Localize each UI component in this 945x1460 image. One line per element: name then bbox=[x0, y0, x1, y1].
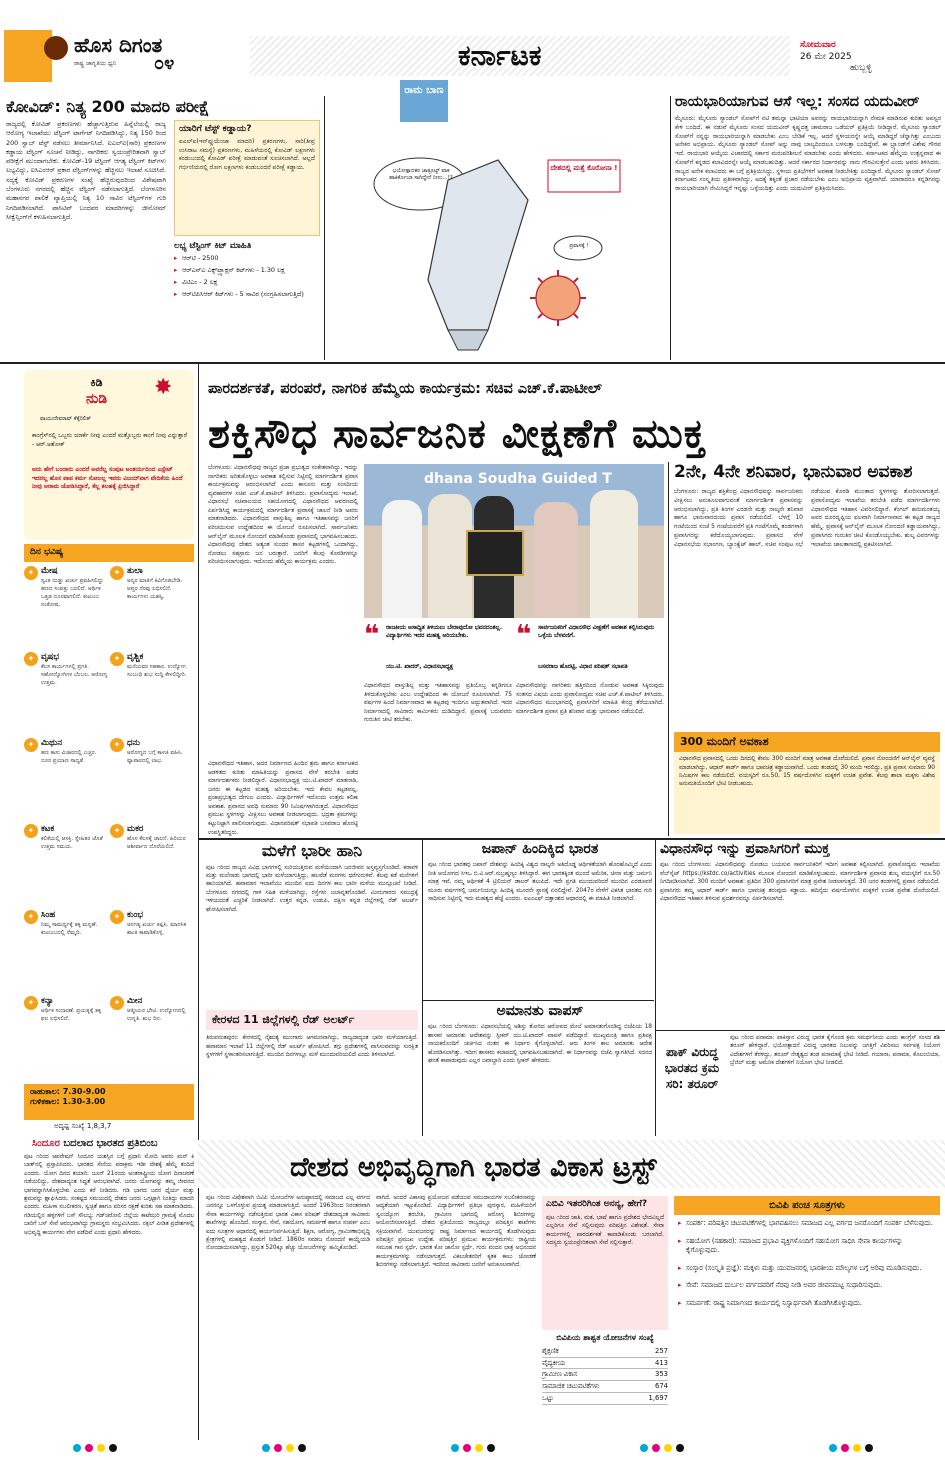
covid-headline: ಕೋವಿಡ್: ನಿತ್ಯ 200 ಮಾದರಿ ಪರೀಕ್ಷೆ bbox=[6, 97, 210, 116]
tourists-article bbox=[660, 842, 940, 1026]
bhavishya-title: ದಿನ ಭವಿಷ್ಯ bbox=[24, 544, 194, 562]
cartoon-label-text: ರಾಮ ಬಾಣ bbox=[404, 85, 444, 96]
horoscope-sign bbox=[24, 910, 108, 937]
horoscope-sign bbox=[110, 996, 194, 1023]
sign-name: ಮಿಥುನ bbox=[41, 738, 63, 748]
horoscope-sign bbox=[110, 566, 194, 601]
yaduveer-article bbox=[675, 94, 941, 360]
logo-tagline: ರಾಷ್ಟ್ರ ಜಾಗೃತಿಯ ಧ್ವನಿ bbox=[74, 60, 117, 67]
stat-label: ಗ್ರಾಮೀಣ ವಿಕಾಸ bbox=[542, 1370, 578, 1379]
list-item: ▸ ಸಹಯೋಗ (ಸಹಕಾರ): ಸಮಾಜದ ಪ್ರಭಾವಿ ವ್ಯಕ್ತಿಗಳೊಂದಿಗೆ ಸಹಯೋಗ ಸಾಧಿಸಿ ಸೇವಾ ಕಾರ್ಯಗಳನ್ನು ಕೈಗೊಳ್ಳುವುದು. bbox=[678, 1237, 936, 1256]
zodiac-icon: ✦ bbox=[110, 824, 124, 838]
sign-name: ತುಲಾ bbox=[127, 566, 143, 576]
covid-whom-title: ಯಾರಿಗೆ ಟೆಸ್ಟ್ ಕಡ್ಡಾಯ? bbox=[179, 124, 252, 134]
trust-why-title: ಎಬಿವಿ ಇತರರಿಗಿಂತ ಅನನ್ಯ, ಹೇಗೆ? bbox=[546, 1199, 648, 1209]
sign-text: ಕೆಲಸ ಕಾರ್ಯಗಳಲ್ಲಿ ಪ್ರಗತಿ. ಸಹೋದ್ಯೋಗಿಗಳ ಬೆಂಬಲ. ಆರೋಗ್ಯ ಉತ್ತಮ. bbox=[41, 664, 108, 687]
sign-text: ಹಣ ಕಾಸು ವಿಚಾರದಲ್ಲಿ ಎಚ್ಚರ. ದೂರ ಪ್ರಯಾಣ ಸಾಧ್ಯತೆ. bbox=[41, 750, 97, 765]
sign-text: ಕಲಿಕೆಯಲ್ಲಿ ಆಸಕ್ತಿ. ಸ್ನೇಹಿತರ ಜೊತೆ ಉತ್ತಮ ಸಮಯ. bbox=[41, 836, 103, 851]
photo-person bbox=[590, 490, 638, 618]
horoscope-sign bbox=[110, 824, 194, 851]
sign-name: ಸಿಂಹ bbox=[41, 910, 56, 920]
stat-value: 1,697 bbox=[648, 1394, 668, 1403]
print-registration-marks bbox=[0, 1444, 945, 1456]
stat-value: 413 bbox=[655, 1358, 668, 1367]
divider bbox=[422, 1000, 654, 1001]
table-row bbox=[542, 1346, 668, 1358]
pak-article bbox=[660, 1034, 940, 1138]
city: ಹುಬ್ಬಳ್ಳಿ bbox=[850, 63, 872, 74]
zodiac-icon: ✦ bbox=[110, 566, 124, 580]
covid-body: ರಾಜ್ಯದಲ್ಲಿ ಕೋವಿಡ್ ಪ್ರಕರಣಗಳು ಹೆಚ್ಚಾಗುತ್ತಿರುವ ಹಿನ್ನೆಲೆಯಲ್ಲಿ ರಾಜ್ಯ ಆರೋಗ್ಯ ಇಲಾಖೆಯು ಟೆಸ್ಟಿಂಗ್ ಟಾರ್ಗೆಟ್ ನಿಗದಿಪಡಿಸಿದ್ದು, ನಿತ್ಯ 150 ರಿಂದ 200 ಸ್ವಾಬ್ ಟೆಸ್ಟ್ ನಡೆಸಲು ತೀರ್ಮಾನಿಸಿದೆ. ಐಎಲ್‌ಐ(ಸಾರಿ) ಪ್ರಕರಣಗಳ ಕಡ್ಡಾಯ ಟೆಸ್ಟಿಂಗ್ ಸೂಚನೆ ನೀಡಿದ್ದು, ನಾಗರಿಕರು ಸ್ವಯಂಪ್ರೇರಿತವಾಗಿ ಸ್ವಾಬ್ ಪರೀಕ್ಷೆಗೆ ಮುಂದಾಗಬೇಕು. ಕೋವಿಡ್-19 ಟೆಸ್ಟಿಂಗ್ ಆಗತ್ಯ ಟೆಸ್ಟಿಂಗ್ ಕಿಟ್‌ಗಳು ಲಭ್ಯವಿದ್ದು, ಐಸಿಎಂಆರ್ ಪ್ರಕಾರ ಟೆಸ್ಟಿಂಗ್‌ಗಳನ್ನು ಹೆಚ್ಚಿಸಲು ಇಲಾಖೆ ಸೂಚಿಸಿದೆ. ಸದ್ಯಕ್ಕೆ ಕೋವಿಡ್ ಪ್ರಕರಣಗಳ ಸಂಖ್ಯೆ ಹೆಚ್ಚಿರುವುದರಿಂದ ವಿಶೇಷವಾಗಿ ಬೆಂಗಳೂರು ನಗರದಲ್ಲಿ ಹೆಚ್ಚಿನ ಟೆಸ್ಟಿಂಗ್ ನಡೆಸಲಾಗುತ್ತಿದೆ. ಬೆಂಗಳೂರಿನ ಮಹಾನಗರ ಪಾಲಿಕೆ ವ್ಯಾಪ್ತಿಯಲ್ಲಿ ನಿತ್ಯ 10 ಸಾವಿರ ಟೆಸ್ಟಿಂಗ್‌ಗಳ ಗುರಿ ನಿಗದಿಪಡಿಸಲಾಗಿದೆ. ಪಾಸಿಟಿವ್ ಬಂದವರ ಮಾದರಿಗಳನ್ನು ಜೀನೋಮ್ ಸೀಕ್ವೆನ್ಸಿಂಗ್‌ಗೆ ಕಳುಹಿಸಲಾಗುತ್ತಿದೆ. bbox=[6, 120, 166, 221]
cartoon-bubble-text: ಭಯೋತ್ಪಾದಕರ ಜಾತ್ರೂಟ್ಟ್ ವಾಕ ಹಾಕಿರ್ಕೊಂಡ ಸಾಗಿದ್ದೇನೆ ನೀನು...!? bbox=[389, 168, 453, 182]
zodiac-icon: ✦ bbox=[110, 652, 124, 666]
sutras-list bbox=[674, 1215, 940, 1320]
pak-headline: ಪಾಕ್ ವಿರುದ್ಧ ಭಾರತದ ಕ್ರಮ ಸರಿ: ತರೂರ್ bbox=[664, 1045, 720, 1092]
lead-photo bbox=[364, 464, 664, 618]
sign-name: ಕುಂಭ bbox=[127, 910, 144, 920]
sign-text: ಅನಗತ್ಯ ಖರ್ಚು ತಪ್ಪಿಸಿ. ಮಾನಸಿಕ ಶಾಂತಿ ಕಾಪಾಡಿಕೊಳ್ಳಿ. bbox=[127, 922, 187, 937]
sign-text: ಆತ್ಮೀಯರ ಭೇಟಿ. ಉದ್ಯೋಗದಲ್ಲಿ ಉನ್ನತಿ. ಶುಭ ದಿನ. bbox=[127, 1008, 186, 1023]
covid-whom-box bbox=[174, 120, 320, 236]
logo bbox=[4, 30, 244, 82]
covid-article bbox=[4, 96, 322, 360]
list-item: ▸ ಸಂಸ್ಕಾರ (ಸಂಸ್ಕೃತಿ ಪ್ರಜ್ಞೆ): ಮಕ್ಕಳು ಮತ್ತು ಯುವಜನರಲ್ಲಿ ಭಾರತೀಯ ಮೌಲ್ಯಗಳ ಬಗ್ಗೆ ಅರಿವು ಮೂಡಿಸುವುದು. bbox=[678, 1264, 936, 1274]
zodiac-icon: ✦ bbox=[24, 738, 38, 752]
trust-sutras bbox=[674, 1196, 940, 1438]
opportunity-headline: 300 ಮಂದಿಗೆ ಅವಕಾಶ bbox=[674, 732, 940, 752]
sindoor-red: ಸಿಂದೂರ bbox=[32, 1138, 60, 1149]
quote-mark-icon: ❝ bbox=[364, 620, 380, 650]
cartoon-bubble-text: ಪ್ರವಾಸಕ್ಕೆ ! bbox=[569, 243, 589, 249]
trust-col-2: ವಾಗಿದೆ. ಅಂದರೆ ವಿಕಾಸವು ಪ್ರಯೋಜನ ಪಡೆಯುವ ಸಮುದಾಯಗಳ ಸಬಲೀಕರಣವನ್ನು ಆದ್ಯತೆಯಾಗಿ ಇಟ್ಟುಕೊಂಡಿದೆ. ವಿದ್ಯಾರ್ಥಿಗಳಿಗೆ ಪ್ರತಿಭಾ ಪುರಸ್ಕಾರ, ಮಹಿಳೆಯರಿಗೆ ಸ್ವಉದ್ಯೋಗ ತರಬೇತಿ, ಗ್ರಾಮೀಣ ಭಾಗದಲ್ಲಿ ಆರೋಗ್ಯ ಶಿಬಿರಗಳನ್ನು ಆಯೋಜಿಸಲಾಗುತ್ತಿದೆ. ದೇಶದ ಪ್ರತಿಯೊಂದು ರಾಜ್ಯದಲ್ಲೂ ಪರಿಷತ್ತಿನ ಶಾಖೆಗಳು ಸಕ್ರಿಯವಾಗಿವೆ. ಯುವಜನರನ್ನು ರಾಷ್ಟ್ರ ನಿರ್ಮಾಣದ ಕಾರ್ಯದಲ್ಲಿ ತೊಡಗಿಸುವುದು ಪರಿಷತ್ತಿನ ಪ್ರಮುಖ ಉದ್ದೇಶ. ಪರಿಷತ್ತಿನ ಪ್ರಮುಖ ಕಾರ್ಯಕ್ರಮಗಳು: ರಾಷ್ಟ್ರೀಯ ಸಮೂಹ ಗಾನ ಸ್ಪರ್ಧೆ, ಭಾರತ ಕೋ ಜಾನೋ ಸ್ಪರ್ಧೆ, ಗುರು ವಂದನ ಛಾತ್ರ ಅಭಿನಂದನ ಕಾರ್ಯಕ್ರಮಗಳನ್ನು ನಡೆಸಲಾಗುತ್ತದೆ. ವಿಕಲಚೇತನರಿಗೆ ಕೃತಕ ಕಾಲು ಜೋಡಣೆ ಶಿಬಿರಗಳನ್ನು ನಡೆಸಲಾಗುತ್ತಿದೆ. ಇದರಿಂದ ಸಾವಿರಾರು ಜನರಿಗೆ ಅನುಕೂಲವಾಗಿದೆ. bbox=[376, 1195, 536, 1269]
kidi-title-1: ಕಿಡಿ bbox=[90, 376, 103, 389]
stat-value: 257 bbox=[655, 1346, 668, 1355]
sign-text: ಅನ್ಯರ ಮಾತಿಗೆ ಕಿವಿಗೊಡಬೇಡಿ. ಆಪ್ತರ ನೆರವು ಲಭಿಸಲಿದೆ. ಕಾರ್ಯಗಳು ಯಶಸ್ವಿ. bbox=[127, 578, 183, 601]
trust-col-1: ಪುಟ ೧ರಿಂದ ವಿಷೇಶವಾಗಿ ಬಿವಿಪಿ ಯೋಜನೆಗಳ ಅನುಷ್ಠಾನದಲ್ಲಿ ಸಮಾಜದ ಎಲ್ಲ ವರ್ಗದ ಜನರನ್ನೂ ಒಳಗೊಳ್ಳುವ ಪ್ರಯತ್ನ ಮಾಡಲಾಗುತ್ತಿದೆ. ಅಂದರೆ 1963ರಿಂದ ನಿರಂತರವಾಗಿ ಸೇವಾ ಕಾರ್ಯಗಳನ್ನು ನಡೆಸುತ್ತಿರುವ ಭಾರತ ವಿಕಾಸ ಪರಿಷತ್ ದೇಶದಾದ್ಯಂತ ಸಾವಿರಾರು ಶಾಖೆಗಳನ್ನು ಹೊಂದಿದೆ. ಸಂಸ್ಕಾರ, ಸೇವೆ, ಸಹಯೋಗ, ಸಮರ್ಪಣೆ ಹಾಗೂ ಸಂಪರ್ಕ ಎಂಬ ಐದು ಸೂತ್ರಗಳ ಆಧಾರದಲ್ಲಿ ಕಾರ್ಯನಿರ್ವಹಿಸುತ್ತಿದೆ. ಶಿಕ್ಷಣ, ಆರೋಗ್ಯ, ಗ್ರಾಮೀಣಾಭಿವೃದ್ಧಿ ಕ್ಷೇತ್ರಗಳಲ್ಲಿ ಮಹತ್ವದ ಕೊಡುಗೆ ನೀಡಿದೆ. 1860ರ ಸಮಾಜ ನೋಂದಣಿ ಕಾಯ್ದೆಯಡಿ ನೋಂದಾಯಿಸಲಾಗಿದ್ದು, ಪ್ರಸ್ತುತ 520ಕ್ಕೂ ಹೆಚ್ಚು ಯೋಜನೆಗಳನ್ನು ಹಮ್ಮಿಕೊಂಡಿದೆ. bbox=[206, 1195, 370, 1252]
trust-sutras-title: ಬಿವಿಪಿ ಪಂಚ ಸೂತ್ರಗಳು bbox=[674, 1196, 940, 1215]
list-item: ▸ ಆರ್‌ಟಿಪಿಸಿಆರ್ ಕಿಟ್‌ಗಳು - 5 ಸಾವಿರ (ಸಂಗ್ರಹಿಸಲಾಗುತ್ತಿದೆ) bbox=[174, 290, 320, 299]
divider bbox=[198, 364, 199, 1440]
rain-body: ಪುಟ ೧ರಿಂದ ರಾಜ್ಯದ ವಿವಿಧ ಭಾಗಗಳಲ್ಲಿ ಸುರಿಯುತ್ತಿರುವ ಮಳೆಯಿಂದಾಗಿ ಜನಜೀವನ ಅಸ್ತವ್ಯಸ್ತಗೊಂಡಿದೆ. ಕರಾವಳಿ ಮತ್ತು ಮಲೆನಾಡು ಭಾಗದಲ್ಲಿ ಭಾರೀ ಮಳೆಯಾಗುತ್ತಿದ್ದು, ಹಲವೆಡೆ ಮರಗಳು ಧರೆಗುರುಳಿವೆ. ಕೆಲವು ಕಡೆ ಮನೆಗಳಿಗೆ ಹಾನಿಯಾಗಿದೆ. ಹವಾಮಾನ ಇಲಾಖೆಯು ಮುಂದಿನ ಐದು ದಿನಗಳ ಕಾಲ ಭಾರೀ ಮಳೆಯ ಮುನ್ಸೂಚನೆ ನೀಡಿದೆ. ಬೆಂಗಳೂರು ನಗರದಲ್ಲಿ ಗಾಳಿ ಸಹಿತ ಮಳೆಯಾಗಿದ್ದು, ರಸ್ತೆಗಳು ಜಲಾವೃತಗೊಂಡಿವೆ. ಮೀನುಗಾರರು ಸಮುದ್ರಕ್ಕೆ ಇಳಿಯದಂತೆ ಎಚ್ಚರಿಕೆ ನೀಡಲಾಗಿದೆ. ಉತ್ತರ ಕನ್ನಡ, ಉಡುಪಿ, ದಕ್ಷಿಣ ಕನ್ನಡ ಜಿಲ್ಲೆಗಳಲ್ಲಿ ರೆಡ್ ಅಲರ್ಟ್ ಘೋಷಿಸಲಾಗಿದೆ. bbox=[206, 864, 418, 913]
virus-icon bbox=[536, 276, 580, 320]
table-row bbox=[542, 1358, 668, 1370]
opportunity-box bbox=[674, 732, 940, 834]
date-block bbox=[800, 40, 940, 90]
list-item: ▸ ಆರ್‌ಟಿ - 2500 bbox=[174, 254, 320, 263]
spark-icon: ✸ bbox=[154, 375, 173, 400]
quote-2-by: ಬಸವರಾಜ ಹೊರಟ್ಟಿ, ವಿಧಾನ ಪರಿಷತ್ ಸಭಾಪತಿ bbox=[538, 664, 628, 670]
horoscope-sign bbox=[24, 652, 108, 687]
lead-col-4: ವಿಧಾನಸೌಧವನ್ನು ನಾಗರಿಕರು ಹತ್ತಿರದಿಂದ ನೋಡುವ ಅವಕಾಶ ಸಿಕ್ಕಿರುವುದು ಸಂತಸದ ವಿಷಯ ಎಂದು ಪ್ರವಾಸೋದ್ಯಮ ಸಚಿವ ಎಚ್.ಕೆ.ಪಾಟೀಲ್ ತಿಳಿಸಿದರು. ವಿಧಾನಸೌಧದ ಮುಂಭಾಗದಲ್ಲಿ ಪ್ರವಾಸಿಗರಿಗೆ ಮಾಹಿತಿ ಕೇಂದ್ರ ತೆರೆಯಲಾಗಿದೆ. ಮಾರ್ಗದರ್ಶಿತ ಪ್ರವಾಸ ಪ್ರತಿ ಶನಿವಾರ ಮತ್ತು ಭಾನುವಾರ ನಡೆಯಲಿದೆ. bbox=[516, 683, 664, 715]
sign-text: ಹೊಸ ಕೆಲಸಕ್ಕೆ ಚಾಲನೆ. ಹಿರಿಯರ ಆಶೀರ್ವಾದ ದೊರೆಯಲಿದೆ. bbox=[127, 836, 186, 851]
kidi-author: ವಾಯುದೇವರಾವ್ ಕೆಕ್ಕೆರಿಲಿತ್ bbox=[40, 416, 91, 422]
horoscope-sign bbox=[110, 738, 194, 765]
trust-why-box bbox=[542, 1196, 668, 1330]
divider bbox=[656, 1030, 945, 1031]
sign-text: ನಿಮ್ಮ ಸಾಮರ್ಥ್ಯಕ್ಕೆ ತಕ್ಕ ಮನ್ನಣೆ. ಕುಟುಂಬದಲ್ಲಿ ನೆಮ್ಮದಿ. bbox=[41, 922, 98, 937]
logo-text: ಹೊಸ ದಿಗಂತ bbox=[74, 33, 163, 57]
horoscope-sign bbox=[110, 652, 194, 679]
table-row bbox=[542, 1393, 668, 1405]
sign-name: ಕನ್ಯಾ bbox=[41, 996, 54, 1006]
kidi-title-2: ನುಡಿ bbox=[86, 391, 108, 408]
cartoon-caption: ದೇಶದಲ್ಲಿ ಮತ್ತೆ ಕೊರೋನಾ ! bbox=[550, 164, 618, 172]
tourists-body: ಪುಟ ೧ರಿಂದ ಬೆಂಗಳೂರು: ವಿಧಾನಸೌಧವನ್ನು ನೋಡಲು ಬಯಸುವ ಸಾರ್ವಜನಿಕರಿಗೆ ಇದೀಗ ಅವಕಾಶ ಕಲ್ಪಿಸಲಾಗಿದೆ. ಪ್ರವಾಸೋದ್ಯಮ ಇಲಾಖೆಯ ವೆಬ್‌ಸೈಟ್ https://kstdc.co/activities ಮೂಲಕ ನೋಂದಣಿ ಮಾಡಿಕೊಳ್ಳಬಹುದು. ಮಾರ್ಗದರ್ಶಿತ ಪ್ರವಾಸದ ಶುಲ್ಕ ವಯಸ್ಕರಿಗೆ ರೂ.50 ನಿಗದಿಪಡಿಸಲಾಗಿದೆ. 300 ಮಂದಿಗೆ ಅವಕಾಶ: ಪ್ರತಿದಿನ 300 ಪ್ರವಾಸಿಗರಿಗೆ ಮಾತ್ರ ಪ್ರವೇಶ ನೀಡಲಾಗುತ್ತದೆ. 30 ಜನರ ತಂಡಗಳಲ್ಲಿ ಪ್ರವಾಸ ನಡೆಯಲಿದೆ. ಪ್ರವಾಸಿಗರು ತಮ್ಮ ಆಧಾರ್ ಕಾರ್ಡ್ ಹಾಗೂ ಭಾವಚಿತ್ರ ತರುವುದು ಕಡ್ಡಾಯ. ಹದಿನೈದು ವರ್ಷದೊಳಗಿನ ಮಕ್ಕಳಿಗೆ ಉಚಿತ ಪ್ರವೇಶ ದೊರೆಯಲಿದೆ. ವಿಧಾನಸೌಧದ ಇತಿಹಾಸ ತಿಳಿಸುವ ಪ್ರದರ್ಶನವನ್ನೂ ಏರ್ಪಡಿಸಲಾಗಿದೆ. bbox=[660, 862, 940, 902]
horoscope-sign bbox=[24, 996, 108, 1023]
kidi-title bbox=[86, 376, 107, 408]
rain-headline: ಮಳೆಗೆ ಭಾರೀ ಹಾನಿ bbox=[261, 841, 363, 860]
stat-label: ಶೈಕ್ಷಣಿಕ bbox=[542, 1346, 559, 1355]
covid-kits-title: ಲಭ್ಯ ಟೆಸ್ಟಿಂಗ್ ಕಿಟ್ ಮಾಹಿತಿ bbox=[174, 241, 252, 251]
table-row bbox=[542, 1381, 668, 1393]
sign-name: ಮೀನ bbox=[127, 996, 143, 1006]
sindoor-headline-text: ಬದಲಾದ ಭಾರತದ ಪ್ರತಿಬಿಂಬ bbox=[63, 1138, 158, 1149]
divider bbox=[0, 362, 945, 364]
photo-person bbox=[534, 502, 578, 618]
zodiac-icon: ✦ bbox=[24, 996, 38, 1010]
tourists-headline: ವಿಧಾನಸೌಧ ಇನ್ನು ಪ್ರವಾಸಿಗರಿಗೆ ಮುಕ್ತ bbox=[660, 841, 830, 857]
section-title: ಕರ್ನಾಟಕ bbox=[458, 39, 542, 72]
lead-headline: ಶಕ್ತಿಸೌಧ ಸಾರ್ವಜನಿಕ ವೀಕ್ಷಣೆಗೆ ಮುಕ್ತ bbox=[208, 411, 707, 457]
divider bbox=[422, 840, 423, 1136]
list-item: ▸ ಸಂಪರ್ಕ: ಪರಿಷತ್ತಿನ ಚಟುವಟಿಕೆಗಳಲ್ಲಿ ಭಾಗವಹಿಸಲು ಸಮಾಜದ ಎಲ್ಲ ವರ್ಗದ ಜನರೊಂದಿಗೆ ಸಂಪರ್ಕ ಬೆಳೆಸುವುದು. bbox=[678, 1219, 936, 1229]
sign-name: ವೃಷಭ bbox=[41, 652, 60, 662]
list-item: ▸ ಆರ್‌ಎನ್‌ಎ ಎಕ್ಸ್‌ಟ್ರ್ಯಾಕ್ಷನ್ ಕಿಟ್‌ಗಳು - 1.30 ಲಕ್ಷ bbox=[174, 266, 320, 275]
trust-stats-title: ಬಿವಿಪಿಯ ಶಾಶ್ವತ ಯೋಜನೆಗಳ ಸಂಖ್ಯೆ bbox=[556, 1333, 654, 1342]
table-row bbox=[542, 1369, 668, 1381]
divider bbox=[655, 840, 656, 1136]
japan-headline: ಜಪಾನ್ ಹಿಂದಿಕ್ಕಿದ ಭಾರತ bbox=[481, 841, 599, 857]
quote-1 bbox=[364, 622, 514, 678]
sign-name: ಧನು bbox=[127, 738, 140, 748]
saturday-body: ಬೆಂಗಳೂರು: ರಾಜ್ಯದ ಶಕ್ತಿಕೇಂದ್ರ ವಿಧಾನಸೌಧವನ್ನು ಸಾರ್ವಜನಿಕರು ವೀಕ್ಷಿಸಲು ಅನುಕೂಲವಾಗುವಂತೆ ಮಾರ್ಗದರ್ಶಿತ ಪ್ರವಾಸವನ್ನು ಆರಂಭಿಸಲಾಗಿದ್ದು, ಪ್ರತಿ ತಿಂಗಳ ಎರಡನೇ ಮತ್ತು ನಾಲ್ಕನೇ ಶನಿವಾರ ಹಾಗೂ ಭಾನುವಾರದಂದು ಪ್ರವಾಸ ನಡೆಯಲಿದೆ. ಬೆಳಗ್ಗೆ 10 ಗಂಟೆಯಿಂದ ಸಂಜೆ 5 ಗಂಟೆಯವರೆಗೆ ಪ್ರತಿ ಗಂಟೆಗೊಮ್ಮೆ ತಂಡಗಳಾಗಿ ಪ್ರವಾಸಿಗರನ್ನು ಕರೆದೊಯ್ಯಲಾಗುವುದು. ಪ್ರವಾಸದ ವೇಳೆ ವಿಧಾನಸಭೆಯ ಸಭಾಂಗಣ, ಬ್ಯಾಂಕ್ವೆಟ್ ಹಾಲ್, ಸಚಿವ ಸಂಪುಟ ಸಭೆ ನಡೆಯುವ ಕೊಠಡಿ ಮುಂತಾದ ಸ್ಥಳಗಳನ್ನು ತೋರಿಸಲಾಗುತ್ತದೆ. ಪ್ರವಾಸೋದ್ಯಮ ಇಲಾಖೆಯ ತರಬೇತಿ ಪಡೆದ ಮಾರ್ಗದರ್ಶಿಗಳು ವಿಧಾನಸೌಧದ ಇತಿಹಾಸ ವಿವರಿಸಲಿದ್ದಾರೆ. ಕೆಂಗಲ್ ಹನುಮಂತಯ್ಯ ಅವರ ದೂರದೃಷ್ಟಿಯ ಫಲವಾಗಿ ನಿರ್ಮಾಣವಾದ ಈ ಕಟ್ಟಡ ರಾಜ್ಯದ ಹೆಮ್ಮೆ. ಪ್ರವಾಸಕ್ಕೆ ಆನ್‌ಲೈನ್ ಮೂಲಕ ನೋಂದಣಿ ಕಡ್ಡಾಯವಾಗಿದ್ದು, ಪ್ರವಾಸಿಗರು ಗುರುತಿನ ಚೀಟಿ ಕೊಂಡೊಯ್ಯಬೇಕು. ಶುಲ್ಕ ವಿವರಗಳನ್ನು ಇಲಾಖೆಯ ಜಾಲತಾಣದಲ್ಲಿ ಪ್ರಕಟಿಸಲಾಗಿದೆ. bbox=[674, 488, 940, 548]
list-item: ▸ ವಿಟಿಎಂ - 2 ಲಕ್ಷ bbox=[174, 278, 320, 287]
zodiac-icon: ✦ bbox=[24, 910, 38, 924]
amaanatu-headline: ಅಮಾನತು ವಾಪಸ್ bbox=[496, 1003, 584, 1019]
japan-article bbox=[428, 842, 652, 998]
covid-kits-box bbox=[174, 242, 320, 342]
sign-name: ವೃಶ್ಚಿಕ bbox=[127, 652, 144, 662]
stats-table bbox=[542, 1346, 668, 1405]
zodiac-icon: ✦ bbox=[24, 824, 38, 838]
lead-col-2: ವಿಧಾನಸೌಧದ ಇತಿಹಾಸ, ಅದರ ನಿರ್ಮಾಣದ ಹಿಂದಿನ ಶ್ರಮ ಹಾಗೂ ಕರ್ನಾಟಕದ ಆಡಳಿತದ ಕುರಿತು ಮಾಹಿತಿಯನ್ನು ಪ್ರವಾಸದ ವೇಳೆ ತರಬೇತಿ ಪಡೆದ ಮಾರ್ಗದರ್ಶಕರು ನೀಡಲಿದ್ದಾರೆ. ವಿಧಾನಸಭಾಧ್ಯಕ್ಷ ಯು.ಟಿ.ಖಾದರ್ ಮಾತನಾಡಿ, ಜನರು ಈ ಕಟ್ಟಡದ ಮಹತ್ವ ಅರಿಯಬೇಕು. ಇದು ಕೇವಲ ಕಟ್ಟಡವಲ್ಲ, ಪ್ರಜಾಪ್ರಭುತ್ವದ ದೇಗುಲ ಎಂದರು. ವಿದ್ಯಾರ್ಥಿಗಳಿಗೆ ಇದೊಂದು ಉತ್ತಮ ಕಲಿಕಾ ಅವಕಾಶ. ಪ್ರವಾಸದ ಅವಧಿ ಸುಮಾರು 90 ನಿಮಿಷಗಳಾಗಿರುತ್ತದೆ. ವಿಧಾನಸೌಧದ ಪ್ರಮುಖ ಸ್ಥಳಗಳನ್ನು ವೀಕ್ಷಿಸಲು ಅವಕಾಶ ನೀಡಲಾಗುವುದು. ಭದ್ರತಾ ಕ್ರಮಗಳನ್ನು ಕಟ್ಟುನಿಟ್ಟಾಗಿ ಪಾಲಿಸಲಾಗುವುದು. ವಿಧಾನಪರಿಷತ್ ಸಭಾಪತಿ ಬಸವರಾಜ ಹೊರಟ್ಟಿ ಉಪಸ್ಥಿತರಿದ್ದರು. bbox=[208, 761, 358, 836]
lucky-number: ಅದೃಷ್ಟ ಸಂಖ್ಯೆ 1,8,3,7 bbox=[54, 1122, 112, 1130]
divider bbox=[324, 96, 325, 360]
kidi-item: ಕಾಂಗ್ರೆಸ್‌ನಲ್ಲಿ ಒಬ್ಬರು ಯಾರ್ಕೆ ನೀವು ಎಂದರೆ ಮತ್ತೊಬ್ಬರು ಕಾಂಗೆ ನೀವು ಎನ್ನುತ್ತಾರೆ - ಆರ್.ಅಶೋಕ್ bbox=[32, 432, 188, 448]
stat-value: 353 bbox=[655, 1370, 668, 1379]
amaanatu-body: ಪುಟ ೧ರಿಂದ ಬೆಂಗಳೂರು: ವಿಧಾನಸಭೆಯಲ್ಲಿ ಅಶಿಸ್ತು ತೋರಿದ ಆರೋಪದ ಮೇಲೆ ಅಮಾನತುಗೊಂಡಿದ್ದ ಬಿಜೆಪಿಯ 18 ಶಾಸಕರ ಅಮಾನತು ಆದೇಶವನ್ನು ಸ್ಪೀಕರ್ ಯು.ಟಿ.ಖಾದರ್ ವಾಪಸ್ ಪಡೆದಿದ್ದಾರೆ. ಮುಖ್ಯಮಂತ್ರಿ ಹಾಗೂ ಪ್ರತಿಪಕ್ಷ ನಾಯಕರೊಂದಿಗೆ ಚರ್ಚಿಸಿದ ನಂತರ ಈ ನಿರ್ಧಾರ ಕೈಗೊಳ್ಳಲಾಗಿದೆ. ಆರು ತಿಂಗಳ ಕಾಲ ಅಮಾನತು ಆದೇಶ ಹೊರಡಿಸಲಾಗಿತ್ತು. ಇದೀಗ ಶಾಸಕರು ಕಲಾಪದಲ್ಲಿ ಭಾಗವಹಿಸಬಹುದಾಗಿದೆ. ಈ ನಿರ್ಧಾರವನ್ನು ಬಿಜೆಪಿ ಸ್ವಾಗತಿಸಿದೆ. ಸದನದ ಘನತೆ ಕಾಪಾಡುವುದು ಎಲ್ಲರ ಜವಾಬ್ದಾರಿ ಎಂದು ಸ್ಪೀಕರ್ ಹೇಳಿದರು. bbox=[428, 1024, 652, 1064]
horoscope-sign bbox=[24, 738, 108, 765]
lead-col-1: ಬೆಂಗಳೂರು: ವಿಧಾನಸೌಧವು ರಾಜ್ಯದ ಪ್ರಜಾ ಪ್ರಭುತ್ವದ ಸಂಕೇತವಾಗಿದ್ದು, ಇದನ್ನು ನಾಗರಿಕರು ಅರಿತುಕೊಳ್ಳಲು ಅವಕಾಶ ಕಲ್ಪಿಸುವ ನಿಟ್ಟಿನಲ್ಲಿ ಮಾರ್ಗದರ್ಶಿತ ಪ್ರವಾಸ ಕಾರ್ಯಕ್ರಮವನ್ನು ಆರಂಭಿಸಲಾಗಿದೆ ಎಂದು ಕಾನೂನು ಮತ್ತು ಸಂಸದೀಯ ವ್ಯವಹಾರಗಳ ಸಚಿವ ಎಚ್.ಕೆ.ಪಾಟೀಲ್ ತಿಳಿಸಿದರು. ಪ್ರವಾಸೋದ್ಯಮ ಇಲಾಖೆ, ವಿಧಾನಸಭೆ ಸಚಿವಾಲಯದ ಸಹಯೋಗದಲ್ಲಿ ವಿಧಾನಸೌಧದ ಆವರಣದಲ್ಲಿ ಏರ್ಪಡಿಸಿದ್ದ ಕಾರ್ಯಕ್ರಮದಲ್ಲಿ ಮಾರ್ಗದರ್ಶಿತ ಪ್ರವಾಸಕ್ಕೆ ಚಾಲನೆ ನೀಡಿ ಅವರು ಮಾತನಾಡಿದರು. ವಿಧಾನಸೌಧದ ವಾಸ್ತುಶಿಲ್ಪ ಹಾಗೂ ಇತಿಹಾಸವನ್ನು ಜನರಿಗೆ ಪರಿಚಯಿಸುವ ಉದ್ದೇಶದಿಂದ ಈ ಯೋಜನೆ ರೂಪಿಸಲಾಗಿದೆ. ಸಾರ್ವಜನಿಕರು ಆನ್‌ಲೈನ್ ಮೂಲಕ ನೋಂದಣಿ ಮಾಡಿಕೊಂಡು ಪ್ರವಾಸದಲ್ಲಿ ಭಾಗವಹಿಸಬಹುದು. ವಿಧಾನಸೌಧವು ದೇಶದ ಅತ್ಯಂತ ಸುಂದರ ಶಾಸನ ಕಟ್ಟಡಗಳಲ್ಲಿ ಒಂದಾಗಿದ್ದು, ನೋಡಲು ಸಹಸ್ರಾರು ಜನ ಬರುತ್ತಾರೆ. ಜನರಿಗೆ ಕೆಲವು ಕೊಠಡಿಗಳನ್ನೂ ಪರಿಚಯಿಸಲಾಗುವುದು. ಇದೊಂದು ಹೆಮ್ಮೆಯ ಕಾರ್ಯಕ್ರಮ ಎಂದರು. bbox=[208, 465, 358, 566]
trust-headline: ದೇಶದ ಅಭಿವೃದ್ಧಿಗಾಗಿ ಭಾರತ ವಿಕಾಸ ಟ್ರಸ್ಟ್ bbox=[290, 1152, 657, 1183]
trust-stats bbox=[542, 1334, 668, 1438]
quote-2 bbox=[516, 622, 664, 678]
stat-label: ಒಟ್ಟು bbox=[542, 1394, 554, 1403]
day: ಸೋಮವಾರ bbox=[800, 40, 836, 50]
yaduveer-body: ಮೈಸೂರು: ಮೈಸೂರು ಸ್ಯಾಂಡಲ್ ಸೋಪ್‌ಗೆ ನಟಿ ತಮನ್ನಾ ಭಾಟಿಯಾ ಅವರನ್ನು ರಾಯಭಾರಿಯನ್ನಾಗಿ ನೇಮಕ ಮಾಡಿರುವ ಕುರಿತು ಅಪಸ್ವರ ಕೇಳಿ ಬಂದಿದೆ. ಈ ನಡುವೆ ಮೈಸೂರು ಸಂಸದ ಯದುವೀರ್ ಕೃಷ್ಣದತ್ತ ಚಾಮರಾಜ ಒಡೆಯರ್ ಪ್ರತಿಕ್ರಿಯೆ ನೀಡಿದ್ದಾರೆ. ಮೈಸೂರು ಸ್ಯಾಂಡಲ್ ಸೋಪ್‌ಗೆ ನನ್ನನ್ನು ರಾಯಭಾರಿಯನ್ನಾಗಿ ಮಾಡಬೇಕು ಎಂಬ ಬೇಡಿಕೆ ಇಲ್ಲ. ಆದರೆ ಸ್ಥಳೀಯರನ್ನೇ ಆಯ್ಕೆ ಮಾಡಿದ್ದರೆ ಚೆನ್ನಾಗಿತ್ತು ಎಂಬುದು ಅನೇಕರ ಅಭಿಪ್ರಾಯ. ಮೈಸೂರು ಸ್ಯಾಂಡಲ್ ಸೋಪ್ ಅನ್ನು ನಾವು ಬಾಲ್ಯದಿಂದಲೂ ಬಳಸುತ್ತಾ ಬಂದಿದ್ದೇವೆ. ಈ ಬ್ರ್ಯಾಂಡ್‌ಗೆ ವಿಶೇಷ ಗೌರವ ಇದೆ. ರಾಯಭಾರಿ ಆಯ್ಕೆಯ ವಿಚಾರದಲ್ಲಿ ಸರ್ಕಾರ ಮರುಪರಿಶೀಲನೆ ಮಾಡಬೇಕು ಎಂದು ಹೇಳಿದರು. ಕರ್ನಾಟಕದ ಹೆಮ್ಮೆಯ ಉತ್ಪನ್ನವಾದ ಈ ಸೋಪ್‌ಗೆ ಕನ್ನಡದ ಕಲಾವಿದರನ್ನೇ ಆಯ್ಕೆ ಮಾಡಬಹುದಿತ್ತು. ಆದರೆ ಸರ್ಕಾರದ ನಿರ್ಧಾರವನ್ನು ನಾನು ಗೌರವಿಸುತ್ತೇನೆ ಎಂದು ಅವರು ತಿಳಿಸಿದರು. ರಾಜ್ಯದ ಅನೇಕ ಕಲಾವಿದರು ಈ ಬಗ್ಗೆ ಪ್ರತಿಕ್ರಿಯಿಸಿದ್ದು, ಸ್ಥಳೀಯ ಪ್ರತಿಭೆಗಳಿಗೆ ಅವಕಾಶ ನೀಡಬೇಕಿತ್ತು ಎಂದಿದ್ದಾರೆ. ಮೈಸೂರು ಸ್ಯಾಂಡಲ್ ಸೋಪ್ ಕರ್ನಾಟಕದ ಸಂಸ್ಕೃತಿಯ ಪ್ರತೀಕವಾಗಿದ್ದು, ಅದಕ್ಕೆ ತಕ್ಕಂತೆ ಪ್ರಚಾರ ನಡೆಯಬೇಕು ಎಂಬ ಅಭಿಪ್ರಾಯ ವ್ಯಕ್ತವಾಗಿದೆ. ಯಾರಾದರೂ ಕನ್ನಡಿಗರನ್ನು ರಾಯಭಾರಿಯಾಗಿ ನೇಮಿಸಿದ್ದರೆ ಇನ್ನಷ್ಟು ಒಳ್ಳೆಯದಿತ್ತು ಎಂದು ಯದುವೀರ್ ಪ್ರತಿಕ್ರಿಯಿಸಿದರು. bbox=[675, 115, 941, 192]
page-number: ೦೪ bbox=[154, 53, 175, 74]
sindoor-article bbox=[24, 1138, 194, 1434]
divider bbox=[670, 96, 671, 360]
sign-name: ಮೇಷ bbox=[41, 566, 58, 576]
kerala-body: ತಿರುವನಂತಪುರಂ: ಕೇರಳದಲ್ಲಿ ನೈಋತ್ಯ ಮುಂಗಾರು ಆಗಮನವಾಗಿದ್ದು, ರಾಜ್ಯದಾದ್ಯಂತ ಭಾರೀ ಮಳೆಯಾಗುತ್ತಿದೆ. ಹವಾಮಾನ ಇಲಾಖೆ 11 ಜಿಲ್ಲೆಗಳಲ್ಲಿ ರೆಡ್ ಅಲರ್ಟ್ ಘೋಷಿಸಿದೆ. ತಗ್ಗು ಪ್ರದೇಶಗಳಲ್ಲಿ ವಾಸಿಸುವವರನ್ನು ಸುರಕ್ಷಿತ ಸ್ಥಳಗಳಿಗೆ ಸ್ಥಳಾಂತರಿಸಲಾಗುತ್ತಿದೆ. ಮುಂದಿನ ದಿನಗಳಲ್ಲೂ ಮಳೆ ಮುಂದುವರಿಯಲಿದೆ ಎಂದು ತಿಳಿಸಲಾಗಿದೆ. bbox=[206, 1035, 418, 1059]
zodiac-icon: ✦ bbox=[110, 910, 124, 924]
horoscope-sign bbox=[110, 910, 194, 937]
zodiac-icon: ✦ bbox=[110, 996, 124, 1010]
sign-text: ಸ್ವಂತ ದುಡ್ಡು ಖರ್ಚು ಪ್ರವಹಿಸಲಿದ್ದು ಹಣದ ಸಂಪತ್ತು ಬರಲಿದೆ. ಆರ್ಥಿಕ ಒತ್ತಡ ದೂರವಾಗಲಿದೆ. ಕುಟುಂಬ ಸಂತೋಷ. bbox=[41, 578, 104, 609]
date: 26 ಮೇ 2025 bbox=[800, 51, 852, 62]
cartoon bbox=[328, 80, 668, 360]
amaanatu-article bbox=[428, 1004, 652, 1136]
quote-2-text: ಸಾರ್ವಜನಿಕರಿಗೆ ವಿಧಾನಸೌಧ ವೀಕ್ಷಣೆಗೆ ಅವಕಾಶ ಕಲ್ಪಿಸಿರುವುದು ಒಳ್ಳೆಯ ಬೆಳವಣಿಗೆ. bbox=[538, 625, 655, 640]
quote-1-by: ಯು.ಟಿ. ಖಾದರ್, ವಿಧಾನಸಭಾಧ್ಯಕ್ಷ bbox=[386, 664, 453, 670]
horoscope-sign bbox=[24, 566, 108, 609]
list-item: ▸ ಸಮರ್ಪಣೆ: ರಾಷ್ಟ್ರ ನಿರ್ಮಾಣದ ಕಾರ್ಯದಲ್ಲಿ ನಿಸ್ವಾರ್ಥವಾಗಿ ತೊಡಗಿಸಿಕೊಳ್ಳುವುದು. bbox=[678, 1299, 936, 1309]
rahukala-text: ರಾಹುಕಾಲ: 7.30-9.00 bbox=[30, 1087, 106, 1096]
zodiac-icon: ✦ bbox=[24, 566, 38, 580]
kidi-item: ಅದು ಹೇಗೆ ಬಂದಾರು ಎಂದರೆ ಅವರೆಲ್ಲ ಸಂಪುಟ ಅಂತರ್ಯದಿಂದ ಎಸ್ಟೇಟ್ ಇದರಲ್ಲ ಹೊಸ ಪಾಪ ಕರ್ಮ ಸೋಲಲ್ಲ ಇವರು ವಿಜಯ್‌ವಾಗ ವೇದಿಕೆಯ ಹಿಂದೆ ನೀವು ಆರಾಮ ಜೋಡಿಸಿದ್ದಾರೆ, ಕೆಲ್ಲ ಕಲಹಕ್ಕೆ ಪ್ರಿಜಿಸಿದ್ದಾರೆ bbox=[32, 466, 183, 491]
rahukala bbox=[24, 1084, 194, 1120]
saturday-headline: 2ನೇ, 4ನೇ ಶನಿವಾರ, ಭಾನುವಾರ ಅವಕಾಶ bbox=[674, 462, 913, 482]
sign-text: ಆರೋಗ್ಯದ ಬಗ್ಗೆ ಕಾಳಜಿ ವಹಿಸಿ. ವ್ಯಾಪಾರದಲ್ಲಿ ಲಾಭ. bbox=[127, 750, 183, 765]
trust-why-body: ಪುಟ ೧ರಿಂದ ಜಾತಿ, ಮತ, ಭಾಷೆ ಹಾಗೂ ಪ್ರದೇಶದ ಭೇದವಿಲ್ಲದೆ ಎಲ್ಲರಿಗೂ ಸೇವೆ ಸಲ್ಲಿಸುವುದು ಪರಿಷತ್ತಿನ ವಿಶೇಷತೆ. ಸೇವಾ ಕಾರ್ಯಗಳಲ್ಲಿ ಪಾರದರ್ಶಕತೆ ಕಾಪಾಡಿಕೊಂಡು ಬರಲಾಗಿದೆ. ಸದಸ್ಯರು ಸ್ವಯಂಪ್ರೇರಿತವಾಗಿ ಸೇವೆ ಸಲ್ಲಿಸುತ್ತಾರೆ. bbox=[546, 1214, 664, 1247]
pak-body: ಪುಟ ೧ರಿಂದ ಪನಾಮಾ: ಪಾಕಿಸ್ತಾನ ವಿರುದ್ಧ ಭಾರತ ಕೈಗೊಂಡ ಕ್ರಮ ಸಮರ್ಥನೀಯ ಎಂದು ಕಾಂಗ್ರೆಸ್ ಸಂಸದ ಶಶಿ ತರೂರ್ ಹೇಳಿದ್ದಾರೆ. ಭಯೋತ್ಪಾದನೆ ವಿರುದ್ಧ ಭಾರತದ ನಿಲುವನ್ನು ಜಗತ್ತಿಗೆ ವಿವರಿಸಲು ಸರ್ವಪಕ್ಷ ನಿಯೋಗ ವಿದೇಶಗಳಿಗೆ ತೆರಳಿದ್ದು, ತರೂರ್ ನೇತೃತ್ವದ ತಂಡ ಪನಾಮಾಕ್ಕೆ ಭೇಟಿ ನೀಡಿದೆ. ಗಯಾನಾ, ಪನಾಮಾ, ಕೊಲಂಬಿಯಾ, ಬ್ರೆಜಿಲ್ ಮತ್ತು ಅಮೆರಿಕ ದೇಶಗಳಿಗೆ ನಿಯೋಗ ಭೇಟಿ ನೀಡಲಿದೆ. bbox=[730, 1035, 940, 1067]
photo-frame bbox=[466, 530, 524, 576]
photo-banner: dhana Soudha Guided T bbox=[424, 471, 612, 487]
stat-label: ಸಾಮಾಜಿಕ ಚಟುವಟಿಕೆಗಳು bbox=[542, 1382, 600, 1391]
yaduveer-headline: ರಾಯಭಾರಿಯಾಗುವ ಆಸೆ ಇಲ್ಲ: ಸಂಸದ ಯದುವೀರ್ bbox=[675, 94, 920, 110]
stat-value: 674 bbox=[655, 1382, 668, 1391]
kerala-article bbox=[206, 1010, 418, 1136]
bhavishya bbox=[24, 544, 194, 1130]
zodiac-icon: ✦ bbox=[24, 652, 38, 666]
gulika-text: ಗುಳಿಕಕಾಲ: 1.30-3.00 bbox=[30, 1097, 106, 1107]
japan-body: ಪುಟ ೧ರಿಂದ ಭಾರತವು ಜಪಾನ್ ದೇಶವನ್ನು ಹಿಂದಿಕ್ಕಿ ವಿಶ್ವದ ನಾಲ್ಕನೇ ಅತಿದೊಡ್ಡ ಆರ್ಥಿಕತೆಯಾಗಿ ಹೊರಹೊಮ್ಮಿದೆ ಎಂದು ನೀತಿ ಆಯೋಗದ ಸಿಇಒ ಬಿ.ವಿ.ಆರ್.ಸುಬ್ರಹ್ಮಣ್ಯಂ ತಿಳಿಸಿದ್ದಾರೆ. ಈಗ ಭಾರತಕ್ಕಿಂತ ಮುಂದೆ ಅಮೆರಿಕ, ಚೀನಾ ಮತ್ತು ಜರ್ಮನಿ ಮಾತ್ರ ಇವೆ. ನಮ್ಮ ಆರ್ಥಿಕತೆ 4 ಟ್ರಿಲಿಯನ್ ಡಾಲರ್ ತಲುಪಿದೆ. ಇದೇ ಪ್ರಗತಿ ಮುಂದುವರಿದರೆ ಮುಂದಿನ ಎರಡೂವರೆ ಮೂರು ವರ್ಷಗಳಲ್ಲಿ ಜರ್ಮನಿಯನ್ನೂ ಹಿಂದಿಕ್ಕಿ ಮೂರನೇ ಸ್ಥಾನಕ್ಕೆ ಏರಲಿದ್ದೇವೆ. 2047ರ ವೇಳೆಗೆ ವಿಕಸಿತ ಭಾರತದ ಗುರಿ ಸಾಧಿಸುವ ನಿಟ್ಟಿನಲ್ಲಿ ಇದು ಮಹತ್ವದ ಹೆಜ್ಜೆ ಎಂದರು. ಐಎಂಎಫ್ ದತ್ತಾಂಶದ ಆಧಾರದಲ್ಲಿ ಈ ಮಾಹಿತಿ ನೀಡಲಾಗಿದೆ. bbox=[428, 862, 652, 902]
zodiac-icon: ✦ bbox=[110, 738, 124, 752]
sindoor-headline bbox=[24, 1138, 194, 1149]
sindoor-body: ಪುಟ ೧ರಿಂದ ಆಪರೇಷನ್ ಸಿಂದೂರ ಯಶಸ್ಸಿನ ಬಗ್ಗೆ ಪ್ರಧಾನಿ ಮೋದಿ ಅವರು ಮನ್ ಕಿ ಬಾತ್‌ನಲ್ಲಿ ಪ್ರಸ್ತಾಪಿಸಿದರು. ಭಾರತದ ಸೇನೆಯ ಪರಾಕ್ರಮ ಇಡೀ ದೇಶಕ್ಕೆ ಹೆಮ್ಮೆ ತಂದಿದೆ ಎಂದರು. ಯೋಗ ದಿನದ ತಯಾರಿ: ಜೂನ್ 21ರಂದು ಅಂತರಾಷ್ಟ್ರೀಯ ಯೋಗ ದಿನಾಚರಣೆ ನಡೆಯಲಿದ್ದು, ದೇಶದಾದ್ಯಂತ ಸಿದ್ಧತೆ ಆರಂಭವಾಗಿದೆ. ಜನರು ಯೋಗವನ್ನು ತಮ್ಮ ಜೀವನದ ಭಾಗವನ್ನಾಗಿಸಿಕೊಳ್ಳಬೇಕು ಎಂದು ಕರೆ ನೀಡಿದರು. ಗಡಿ ಭಾಗದ ಜನರ ಧೈರ್ಯ ಮತ್ತು ಶ್ರಮವನ್ನು ಶ್ಲಾಘಿಸಿದರು. ಸಂಕಷ್ಟದ ಸಮಯದಲ್ಲಿ ದೇಶದ ಜನರು ಒಗ್ಗಟ್ಟಾಗಿ ನಿಂತಿದ್ದು ಮಾದರಿ ಎಂದರು. ಮಹಿಳಾ ಸಬಲೀಕರಣ, ಸ್ವಚ್ಛತೆ ಹಾಗೂ ಪರಿಸರ ರಕ್ಷಣೆ ಕುರಿತು ಸಹ ಮಾತನಾಡಿದರು. ಗಡಿಯಲ್ಲಿನ ಹಳ್ಳಿಗಳಿಗೆ ಬಸ್ ಸೌಲಭ್ಯ: ಗಡ್‌ಚಿರೋಲಿ ಜಿಲ್ಲೆಯ ಕಾಟೆಝರಿ ಗ್ರಾಮಕ್ಕೆ ಮೊದಲ ಬಾರಿಗೆ ಬಸ್ ಸೇವೆ ಆರಂಭವಾಗಿದ್ದು ಗ್ರಾಮಸ್ಥರು ಸಂಭ್ರಮಿಸಿದರು. ನಕ್ಸಲ್ ಪೀಡಿತ ಪ್ರದೇಶಗಳಲ್ಲಿ ಅಭಿವೃದ್ಧಿ ಕಾರ್ಯಗಳು ವೇಗ ಪಡೆದಿವೆ ಎಂದು ಪ್ರಧಾನಿ ಹೇಳಿದರು. bbox=[24, 1154, 194, 1236]
quote-1-text: ರಾಜಕೀಯ ಅಸಾಧ್ಯಿತ ತಿಳಿಯಲು ಬೇರಾವುದೋ ಭವನದಂತಲ್ಲ. ವಿದ್ಯಾರ್ಥಿಗಳು ಇದರ ಮಹತ್ವ ಅರಿಯಬೇಕು. bbox=[386, 625, 503, 640]
sign-name: ಮಕರ bbox=[127, 824, 144, 834]
sign-text: ಮನೆಯವರ ಸಹಕಾರ. ಉದ್ಯೋಗ ಸಂಬಂಧಿ ಶುಭ ಸುದ್ದಿ ಕೇಳಲಿದ್ದೀರಿ. bbox=[127, 664, 187, 679]
horoscope-sign bbox=[24, 824, 108, 851]
photo-person bbox=[382, 500, 422, 618]
opportunity-body: ವಿಧಾನಸೌಧ ಪ್ರವಾಸದಲ್ಲಿ ಒಂದು ದಿನದಲ್ಲಿ ಕೇವಲ 300 ಮಂದಿಗೆ ಮಾತ್ರ ಅವಕಾಶ ದೊರೆಯಲಿದೆ. ಪ್ರವಾಸ ನೋಂದಣಿಗೆ ಆನ್‌ಲೈನ್ ವ್ಯವಸ್ಥೆ ಮಾಡಲಾಗಿದ್ದು, ಆಧಾರ್ ಕಾರ್ಡ್ ಹಾಗೂ ಭಾವಚಿತ್ರ ಕಡ್ಡಾಯವಾಗಿದೆ. ಒಂದು ತಂಡದಲ್ಲಿ 30 ಮಂದಿ ಇರಲಿದ್ದು, ಪ್ರತಿ ಪ್ರವಾಸ ಸುಮಾರು 90 ನಿಮಿಷಗಳ ಕಾಲ ನಡೆಯಲಿದೆ. ವಯಸ್ಕರಿಗೆ ರೂ.50, 15 ವರ್ಷದೊಳಗಿನ ಮಕ್ಕಳಿಗೆ ಉಚಿತ ಪ್ರವೇಶ. ಕೆಲವು ಶಾಲಾ ಮಕ್ಕಳು ವಿಶೇಷ ಅನುಮತಿಯೊಂದಿಗೆ ಭೇಟಿ ನೀಡಬಹುದು. bbox=[679, 756, 935, 788]
list-item: ▸ ಸೇವೆ: ಸಮಾಜದ ದುರ್ಬಲ ವರ್ಗದವರಿಗೆ ನೆರವು ನೀಡಿ ಅವರ ಜೀವನಮಟ್ಟ ಸುಧಾರಿಸುವುದು. bbox=[678, 1281, 936, 1291]
divider bbox=[198, 838, 945, 840]
sign-name: ಕಟಕ bbox=[41, 824, 55, 834]
rain-article bbox=[206, 842, 418, 1012]
kidi-nudi bbox=[24, 370, 194, 540]
divider bbox=[668, 462, 669, 836]
kerala-headline: ಕೇರಳದ 11 ಜಿಲ್ಲೆಗಳಲ್ಲಿ ರೆಡ್ ಅಲರ್ಟ್ bbox=[206, 1010, 418, 1030]
lead-col-3: ವಿಧಾನಸೌಧದ ವಾಸ್ತುಶಿಲ್ಪ ಮತ್ತು ಇತಿಹಾಸವನ್ನು ಪ್ರತಿಯೊಬ್ಬ ಕನ್ನಡಿಗನೂ ತಿಳಿದುಕೊಳ್ಳಬೇಕು ಎಂಬ ಉದ್ದೇಶದಿಂದ ಈ ಯೋಜನೆ ರೂಪಿಸಲಾಗಿದೆ. 75 ವರ್ಷಗಳ ಹಿಂದೆ ನಿರ್ಮಾಣವಾದ ಈ ಕಟ್ಟಡವು ಇಂದಿಗೂ ಅದ್ಭುತವಾಗಿದೆ. ಇದರ ನಿರ್ಮಾಣದಲ್ಲಿ ಸಾವಿರಾರು ಕಾರ್ಮಿಕರು ದುಡಿದಿದ್ದಾರೆ. ಪ್ರವಾಸಕ್ಕೆ ಬರುವವರು ಗುರುತಿನ ಚೀಟಿ ತರಬೇಕು. bbox=[364, 683, 512, 724]
logo-emblem-icon bbox=[44, 36, 68, 60]
covid-whom-body: ಐಎಲ್‌ಐ(ಇನ್‌ಫ್ಲುಯೆಂಜಾ ಮಾದರಿ) ಪ್ರಕರಣಗಳು, ಸಾರಿ(ತೀವ್ರ ಉಸಿರಾಟ ಸಮಸ್ಯೆ) ಪ್ರಕರಣಗಳು, ಮಹಿಳೆಯರಲ್ಲಿ ಕೋವಿಡ್ ಲಕ್ಷಣಗಳು ಕಂಡುಬಂದಲ್ಲಿ ಕೋವಿಡ್ ಪರೀಕ್ಷೆ ಮಾಡುವಂತೆ ಸೂಚಿಸಲಾಗಿದೆ. ಅಲ್ಲದೆ ಗರ್ಭಿಣಿಯರಲ್ಲಿ ರೋಗ ಲಕ್ಷಣಗಳು ಕಂಡುಬಂದರೆ ಪರೀಕ್ಷೆ ಕಡ್ಡಾಯ. bbox=[179, 137, 315, 171]
cartoon-drawing bbox=[328, 80, 668, 360]
quote-mark-icon: ❝ bbox=[516, 620, 532, 650]
sign-text: ಆರ್ಥಿಕ ಸುಧಾರಣೆ. ಪ್ರಯತ್ನಕ್ಕೆ ತಕ್ಕ ಫಲ ಲಭಿಸಲಿದೆ. bbox=[41, 1008, 102, 1023]
stat-label: ವೈದ್ಯಕೀಯ bbox=[542, 1358, 566, 1367]
lead-kicker: ಪಾರದರ್ಶಕತೆ, ಪರಂಪರೆ, ನಾಗರಿಕ ಹೆಮ್ಮೆಯ ಕಾರ್ಯಕ್ರಮ: ಸಚಿವ ಎಚ್.ಕೆ.ಪಾಟೀಲ್ bbox=[208, 381, 602, 397]
saturday-article bbox=[674, 462, 940, 726]
